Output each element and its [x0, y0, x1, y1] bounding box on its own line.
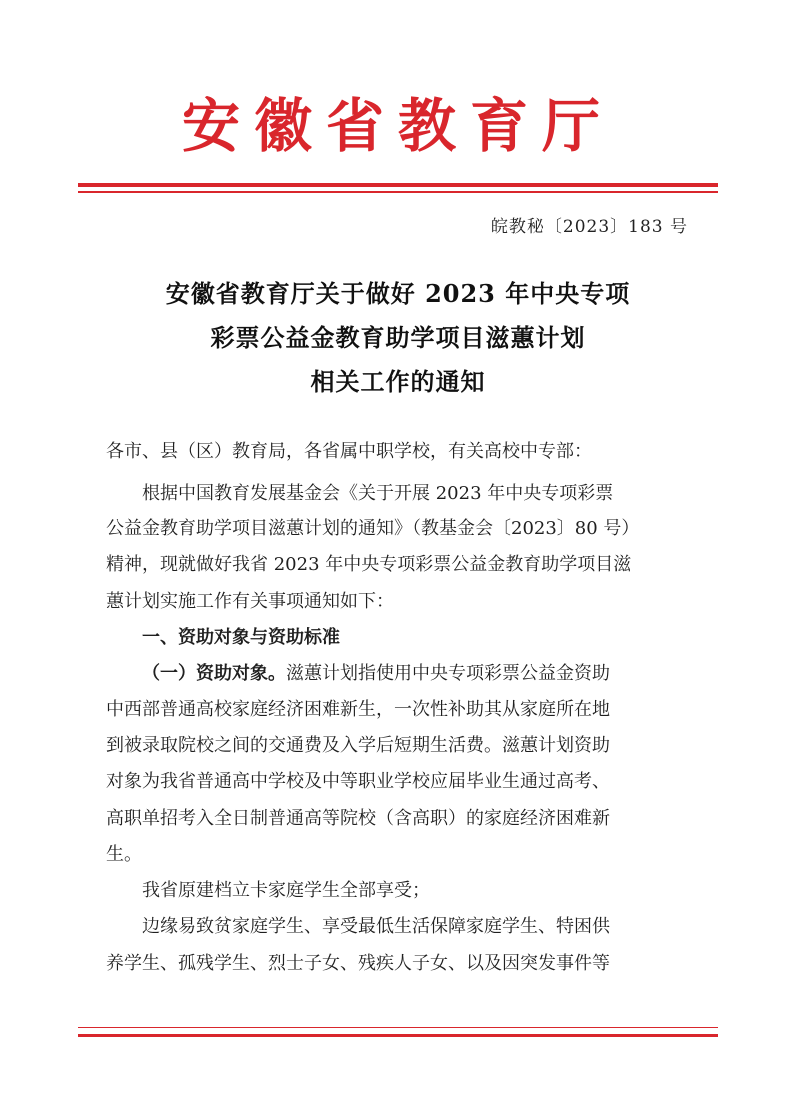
subsection-heading: （一）资助对象。	[142, 663, 286, 684]
body-line: 生。	[106, 844, 142, 865]
body-line: 养学生、孤残学生、烈士子女、残疾人子女、以及因突发事件等	[106, 953, 610, 974]
body-line	[142, 662, 696, 686]
document-title-line-1: 安徽省教育厅关于做好 2023 年中央专项	[165, 279, 631, 308]
body-line: 到被录取院校之间的交通费及入学后短期生活费。滋蕙计划资助	[106, 735, 610, 756]
body-line: 根据中国教育发展基金会《关于开展 2023 年中央专项彩票	[142, 483, 614, 504]
footer-red-rule-thin	[78, 1027, 718, 1028]
body-line: 高职单招考入全日制普通高等院校（含高职）的家庭经济困难新	[106, 808, 610, 829]
body-line: 蕙计划实施工作有关事项通知如下：	[106, 591, 394, 612]
footer-red-rule-thick	[78, 1034, 718, 1037]
document-title-line-3: 相关工作的通知	[310, 367, 486, 396]
body-line: 中西部普通高校家庭经济困难新生，一次性补助其从家庭所在地	[106, 699, 610, 720]
org-letterhead-title: 安徽省教育厅	[181, 92, 614, 160]
body-line: 公益金教育助学项目滋蕙计划的通知》（教基金会〔2023〕80 号）	[106, 518, 640, 539]
document-number: 皖教秘〔2023〕183 号	[490, 217, 688, 237]
section-heading: 一、资助对象与资助标准	[142, 627, 340, 648]
letterhead-red-rule-thin	[78, 191, 718, 193]
body-line: 我省原建档立卡家庭学生全部享受；	[142, 880, 430, 901]
body-line: 精神，现就做好我省 2023 年中央专项彩票公益金教育助学项目滋	[106, 554, 632, 575]
salutation: 各市、县（区）教育局，各省属中职学校，有关高校中专部：	[106, 441, 592, 462]
body-text: 滋蕙计划指使用中央专项彩票公益金资助	[286, 663, 610, 684]
letterhead-red-rule-thick	[78, 183, 718, 187]
body-line: 对象为我省普通高中学校及中等职业学校应届毕业生通过高考、	[106, 771, 610, 792]
body-line: 边缘易致贫家庭学生、享受最低生活保障家庭学生、特困供	[142, 916, 610, 937]
document-title-line-2: 彩票公益金教育助学项目滋蕙计划	[210, 323, 586, 352]
